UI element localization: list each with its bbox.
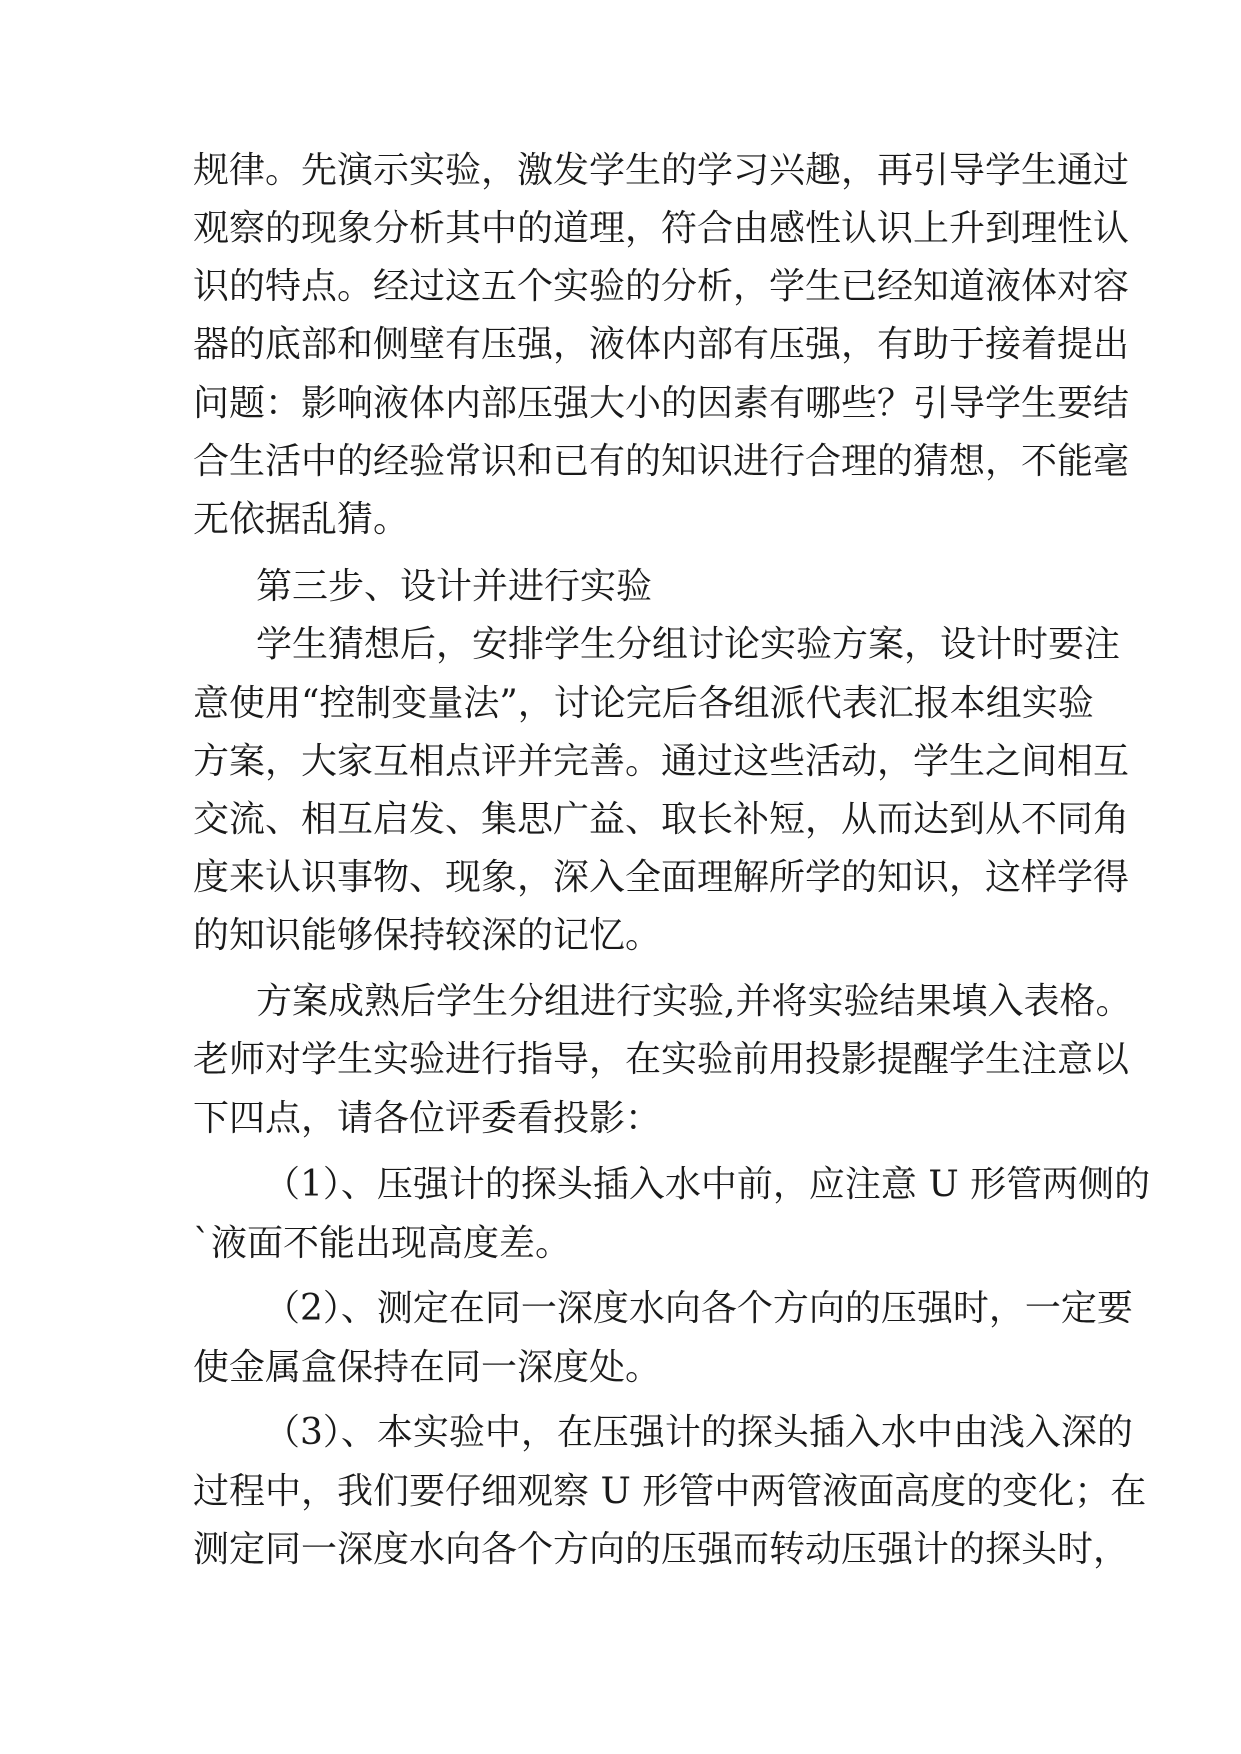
text-line: 方案，大家互相点评并完善。通过这些活动，学生之间相互 bbox=[193, 741, 1130, 782]
text-line: 识的特点。经过这五个实验的分析，学生已经知道液体对容 bbox=[193, 266, 1130, 307]
text-line: 使金属盒保持在同一深度处。 bbox=[193, 1347, 662, 1388]
text-line: 问题：影响液体内部压强大小的因素有哪些？引导学生要结 bbox=[193, 383, 1130, 424]
text-line: 的知识能够保持较深的记忆。 bbox=[193, 915, 662, 956]
text-line: 过程中，我们要仔细观察 U 形管中两管液面高度的变化；在 bbox=[193, 1471, 1147, 1512]
list-item-2: （2）、测定在同一深度水向各个方向的压强时，一定要 bbox=[264, 1288, 1133, 1329]
text-line: 无依据乱猜。 bbox=[193, 499, 410, 540]
text-line: 合生活中的经验常识和已有的知识进行合理的猜想，不能毫 bbox=[193, 441, 1130, 482]
text-line: 规律。先演示实验，激发学生的学习兴趣，再引导学生通过 bbox=[193, 150, 1130, 191]
text-line: 方案成熟后学生分组进行实验,并将实验结果填入表格。 bbox=[256, 981, 1132, 1022]
text-line: 观察的现象分析其中的道理，符合由感性认识上升到理性认 bbox=[193, 208, 1130, 249]
text-line: 交流、相互启发、集思广益、取长补短，从而达到从不同角 bbox=[193, 799, 1130, 840]
list-item-3: （3）、本实验中，在压强计的探头插入水中由浅入深的 bbox=[264, 1412, 1133, 1453]
text-line: 老师对学生实验进行指导，在实验前用投影提醒学生注意以 bbox=[193, 1039, 1130, 1080]
text-line: 意使用“控制变量法”，讨论完后各组派代表汇报本组实验 bbox=[193, 683, 1094, 724]
text-line: 学生猜想后，安排学生分组讨论实验方案，设计时要注 bbox=[256, 624, 1121, 665]
text-line: 测定同一深度水向各个方向的压强而转动压强计的探头时， bbox=[193, 1529, 1130, 1570]
section-heading: 第三步、设计并进行实验 bbox=[256, 566, 653, 607]
text-line: 下四点，请各位评委看投影： bbox=[193, 1098, 662, 1139]
text-line: 度来认识事物、现象，深入全面理解所学的知识，这样学得 bbox=[193, 857, 1130, 898]
text-line: 器的底部和侧壁有压强，液体内部有压强，有助于接着提出 bbox=[193, 324, 1130, 365]
text-line: `液面不能出现高度差。 bbox=[193, 1223, 572, 1264]
list-item-1: （1）、压强计的探头插入水中前，应注意 U 形管两侧的 bbox=[264, 1164, 1151, 1205]
